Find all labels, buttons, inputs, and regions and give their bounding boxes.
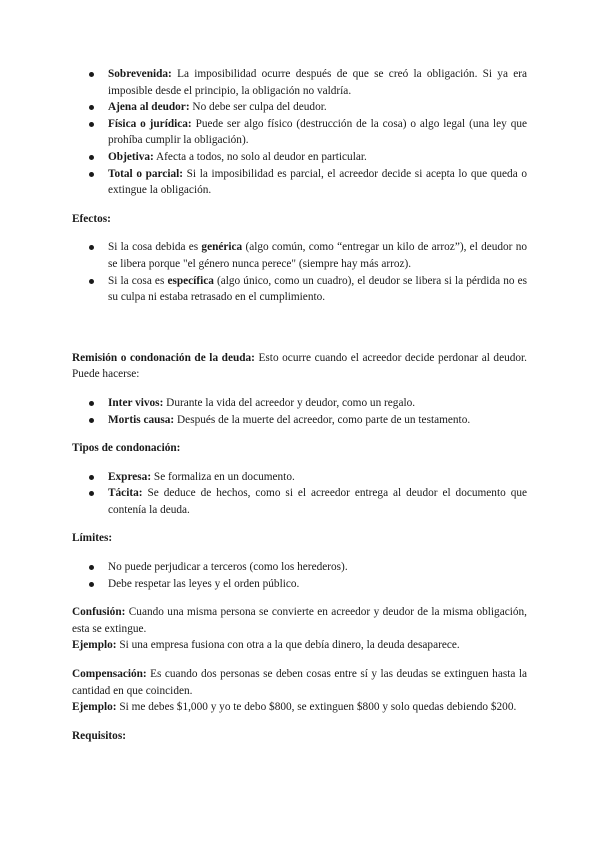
list-item-text: Después de la muerte del acreedor, como parte de un testamento. <box>174 413 471 426</box>
list-item-term: Tácita: <box>108 487 143 500</box>
limites-heading-text: Límites: <box>72 532 113 545</box>
tipos-heading <box>72 440 527 457</box>
list-item <box>72 239 527 272</box>
requisitos-heading-text: Requisitos: <box>72 729 126 742</box>
efectos-heading <box>72 211 527 228</box>
list-item-term: genérica <box>201 241 243 254</box>
list-item-text: Afecta a todos, no solo al deudor en particular. <box>153 150 367 163</box>
efectos-heading-text: Efectos: <box>72 212 111 225</box>
remision-paragraph <box>72 350 527 383</box>
confusion-text: Cuando una misma persona se convierte en acreedor y deudor de la misma obligación, esta se extingue. <box>72 606 527 635</box>
list-item <box>72 166 527 199</box>
list-item-text: Durante la vida del acreedor y deudor, como un regalo. <box>163 396 416 409</box>
list-item <box>72 412 527 429</box>
list-item <box>72 469 527 486</box>
compensacion-paragraph <box>72 666 527 699</box>
list-item-text: (algo único, como un cuadro), el deudor se libera si la pérdida no es su culpa ni estaba retrasado en el cumplimiento. <box>108 274 528 304</box>
list-item-term: Mortis causa: <box>108 413 175 426</box>
efectos-list <box>72 239 527 305</box>
confusion-term: Confusión: <box>72 606 126 619</box>
compensacion-example <box>72 699 527 716</box>
list-item-term: Ajena al deudor: <box>108 101 190 114</box>
example-term: Ejemplo: <box>72 701 117 714</box>
list-item-term: Sobrevenida: <box>108 68 172 80</box>
confusion-example <box>72 637 527 654</box>
limites-list <box>72 559 527 592</box>
list-item-term: Inter vivos: <box>108 396 164 409</box>
list-item-text: No debe ser culpa del deudor. <box>189 101 327 114</box>
tipos-heading-text: Tipos de condonación: <box>72 442 181 455</box>
list-item-term: Total o parcial: <box>108 167 184 180</box>
list-item-term: específica <box>167 274 214 287</box>
list-item-text: La imposibilidad ocurre después de que se creó la obligación. Si ya era imposible desde el principio, la obligación no valdría. <box>108 68 527 97</box>
document-content <box>72 66 527 744</box>
tipos-list <box>72 469 527 519</box>
list-item <box>72 485 527 518</box>
list-item-text: Se formaliza en un documento. <box>151 470 295 483</box>
list-item-text: (algo común, como “entregar un kilo de arroz”), el deudor no se libera porque "el género nunca perece" (siempre hay más arroz). <box>108 241 527 270</box>
compensacion-term: Compensación: <box>72 668 147 681</box>
confusion-paragraph <box>72 604 527 637</box>
list-item-text: Puede ser algo físico (destrucción de la cosa) o algo legal (una ley que prohíba cumplir la obligación). <box>108 117 527 147</box>
example-text: Si una empresa fusiona con otra a la que debía dinero, la deuda desaparece. <box>116 639 460 652</box>
list-item-term: Expresa: <box>108 470 152 483</box>
list-item-text: Se deduce de hechos, como si el acreedor entrega al deudor el documento que contenía la deuda. <box>108 487 527 516</box>
example-term: Ejemplo: <box>72 639 117 652</box>
example-text: Si me debes $1,000 y yo te debo $800, se extinguen $800 y solo quedas debiendo $200. <box>116 701 517 714</box>
limites-heading <box>72 530 527 547</box>
imposibilidad-requisitos-list <box>72 66 527 199</box>
list-item <box>72 395 527 412</box>
list-item-text: Si la imposibilidad es parcial, el acreedor decide si acepta lo que queda o extingue la obligación. <box>108 167 527 197</box>
list-item: Debe respetar las leyes y el orden público. <box>72 576 527 593</box>
list-item-term: Objetiva: <box>108 150 154 163</box>
remision-text: Esto ocurre cuando el acreedor decide perdonar al deudor. Puede hacerse: <box>72 351 527 381</box>
list-item <box>72 273 527 306</box>
list-item-text: Si la cosa es <box>108 274 168 287</box>
remision-list <box>72 395 527 428</box>
list-item <box>72 149 527 166</box>
requisitos-heading <box>72 728 527 745</box>
list-item <box>72 116 527 149</box>
list-item <box>72 66 527 99</box>
list-item-text: Si la cosa debida es <box>108 241 202 254</box>
compensacion-text: Es cuando dos personas se deben cosas entre sí y las deudas se extinguen hasta la cantidad en que coinciden. <box>72 668 527 697</box>
list-item: No puede perjudicar a terceros (como los herederos). <box>72 559 527 576</box>
list-item <box>72 99 527 116</box>
remision-term: Remisión o condonación de la deuda: <box>72 351 255 364</box>
list-item-term: Física o jurídica: <box>108 117 192 130</box>
